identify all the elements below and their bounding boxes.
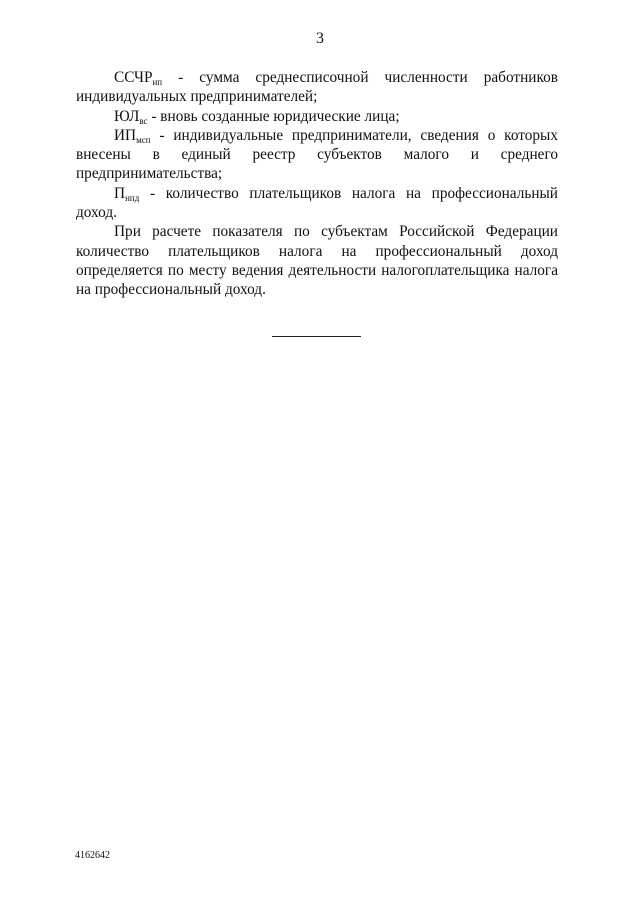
- definition-subscript: нпд: [125, 192, 140, 203]
- note-paragraph: При расчете показателя по субъектам Российской Федерации количество плательщиков налога на профессиональный доход определяется по месту ведения деятельности налогоплательщика налога на профессиональный доход.: [76, 223, 558, 299]
- definition-paragraph: [76, 68, 558, 107]
- definition-symbol: ИП: [114, 126, 137, 144]
- definition-subscript: ип: [152, 77, 163, 87]
- definition-paragraph: [76, 184, 558, 223]
- document-body: [76, 68, 558, 300]
- definition-symbol: ССЧР: [114, 69, 153, 86]
- document-code: 4162642: [75, 850, 110, 861]
- definition-subscript: мсп: [136, 134, 151, 145]
- definition-paragraph: [76, 126, 558, 184]
- definition-text: - вновь созданные юридические лица;: [147, 107, 400, 125]
- definition-paragraph: [76, 107, 558, 126]
- page-number: 3: [316, 30, 324, 47]
- definition-text: - индивидуальные предприниматели, сведения о которых внесены в единый реестр субъектов малого и среднего предпринимательства;: [76, 126, 558, 183]
- definition-symbol: П: [114, 184, 126, 202]
- definition-text: - сумма среднесписочной численности работников индивидуальных предпринимателей;: [76, 69, 558, 106]
- definition-symbol: ЮЛ: [114, 107, 140, 125]
- definition-subscript: вс: [139, 115, 148, 126]
- definition-text: - количество плательщиков налога на профессиональный доход.: [76, 184, 558, 222]
- separator-line: [272, 336, 361, 337]
